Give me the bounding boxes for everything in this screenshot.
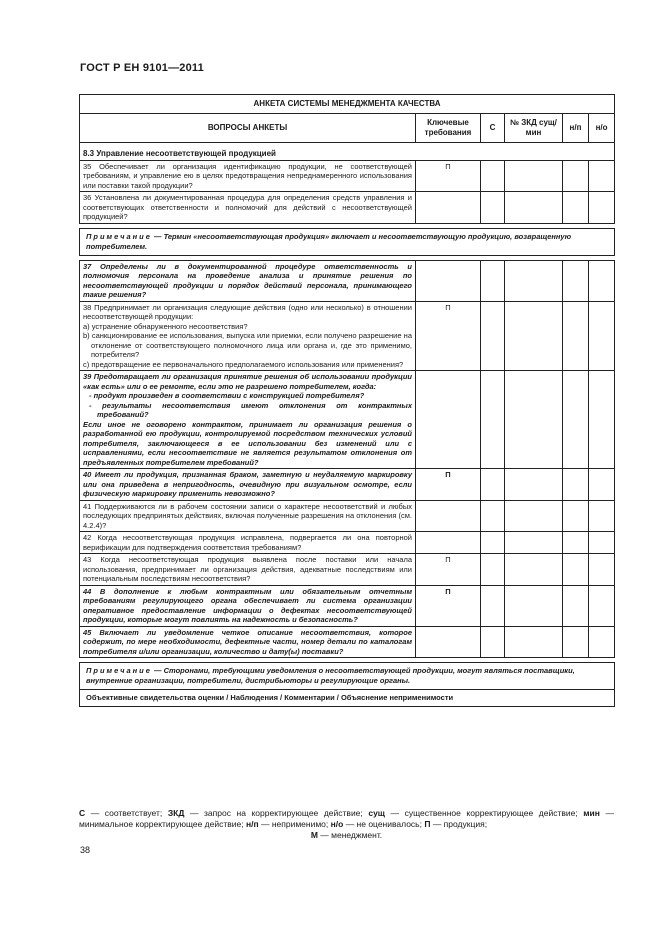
cell-zkd[interactable] <box>505 554 563 586</box>
cell-np[interactable] <box>563 585 589 626</box>
col-header-no: н/о <box>589 114 615 143</box>
question-38 <box>80 301 416 371</box>
cell-c[interactable] <box>481 532 505 554</box>
cell-zkd[interactable] <box>505 371 563 469</box>
cell-c[interactable] <box>481 469 505 501</box>
key-mark: П <box>416 160 481 192</box>
question-36: 36 Установлена ли документированная процедура для определения средств управления и соответствующих ответственности и полномочий для действий с несоответствующей продукцией? <box>80 192 416 224</box>
col-header-key-requirements: Ключевые требования <box>416 114 481 143</box>
cell-no[interactable] <box>589 160 615 192</box>
question-39-bullet-2: - результаты несоответствия имеют отклонения от контрактных требований? <box>89 400 412 419</box>
cell-c[interactable] <box>481 626 505 658</box>
key-mark: П <box>416 554 481 586</box>
legend-abbr: ЗКД <box>167 808 185 818</box>
key-mark: П <box>416 301 481 371</box>
cell-zkd[interactable] <box>505 469 563 501</box>
cell-np[interactable] <box>563 371 589 469</box>
evidence-footer: Объективные свидетельства оценки / Наблюдения / Комментарии / Объяснение неприменимости <box>80 690 615 707</box>
legend-abbr: н/п <box>245 819 259 829</box>
table-row <box>80 626 615 658</box>
question-38-option-a: а) устранение обнаруженного несоответствия? <box>83 321 248 331</box>
cell-no[interactable] <box>589 260 615 301</box>
question-43: 43 Когда несоответствующая продукция выявлена после поставки или начала использования, предпринимает ли организация действия, адекватные последствиям или потенциальным последствиям несоответствия? <box>80 554 416 586</box>
legend-abbr: С <box>79 808 86 818</box>
cell-zkd[interactable] <box>505 192 563 224</box>
cell-c[interactable] <box>481 301 505 371</box>
key-mark <box>416 192 481 224</box>
legend-abbr: сущ <box>368 808 385 818</box>
legend-text: — минимальное корректирующее действие; <box>79 808 614 829</box>
cell-np[interactable] <box>563 554 589 586</box>
cell-no[interactable] <box>589 532 615 554</box>
cell-no[interactable] <box>589 626 615 658</box>
table-row <box>80 160 615 192</box>
cell-zkd[interactable] <box>505 500 563 532</box>
cell-c[interactable] <box>481 371 505 469</box>
cell-no[interactable] <box>589 500 615 532</box>
table-row <box>80 371 615 469</box>
cell-no[interactable] <box>589 469 615 501</box>
key-mark <box>416 260 481 301</box>
question-39-intro: 39 Предотвращает ли организация принятие решения об использовании продукции «как есть» или о ее ремонте, если это не разрешено потребителем, когда: <box>83 372 412 391</box>
note-label: Примечание <box>86 231 152 241</box>
question-44: 44 В дополнение к любым контрактным или обязательным отчетным требованиям регулирующего органа обеспечивает ли система организации оперативное предоставление информации о дефектах несоответствующей продукции, которые могут повлиять на надежность и безопасность? <box>80 585 416 626</box>
legend-abbr: М <box>310 830 318 840</box>
cell-zkd[interactable] <box>505 301 563 371</box>
col-header-c: С <box>481 114 505 143</box>
cell-c[interactable] <box>481 192 505 224</box>
cell-np[interactable] <box>563 260 589 301</box>
legend-last-line <box>79 830 614 841</box>
question-35: 35 Обеспечивает ли организация идентификацию продукции, не соответствующей требованиям, и управление ею в целях предотвращения непреднамеренного использования или поставки такой продукции? <box>80 160 416 192</box>
cell-np[interactable] <box>563 532 589 554</box>
cell-no[interactable] <box>589 585 615 626</box>
cell-np[interactable] <box>563 500 589 532</box>
key-mark: П <box>416 469 481 501</box>
key-mark <box>416 371 481 469</box>
table-row <box>80 500 615 532</box>
section-heading: 8.3 Управление несоответствующей продукцией <box>80 143 615 161</box>
cell-c[interactable] <box>481 160 505 192</box>
cell-c[interactable] <box>481 585 505 626</box>
question-41: 41 Поддерживаются ли в рабочем состоянии записи о характере несоответствий и любых последующих предпринятых действиях, включая полученные разрешения на отклонения (см. 4.2.4)? <box>80 500 416 532</box>
cell-c[interactable] <box>481 554 505 586</box>
cell-np[interactable] <box>563 301 589 371</box>
legend-text: — не оценивалось; <box>343 819 425 829</box>
key-mark <box>416 626 481 658</box>
note-text: — Термин «несоответствующая продукция» включает и несоответствующую продукцию, возвращенную потребителем. <box>86 231 572 251</box>
cell-no[interactable] <box>589 554 615 586</box>
legend-text: — неприменимо; <box>258 819 331 829</box>
table-title: АНКЕТА СИСТЕМЫ МЕНЕДЖМЕНТА КАЧЕСТВА <box>80 95 615 114</box>
key-mark <box>416 500 481 532</box>
page-number: 38 <box>80 845 91 855</box>
note-1 <box>80 228 615 255</box>
legend-text: — соответствует; <box>85 808 168 818</box>
table-row <box>80 554 615 586</box>
question-45: 45 Включает ли уведомление четкое описание несоответствия, которое содержит, по мере необходимости, дефектные части, номер детали по каталогам потребителя и/или организации, количество и дату(ы) поставки? <box>80 626 416 658</box>
cell-zkd[interactable] <box>505 626 563 658</box>
question-40: 40 Имеет ли продукция, признанная браком, заметную и неудаляемую маркировку или она приведена в непригодность, очевидную при визуальном осмотре, если физическую маркировку применить невозможно? <box>80 469 416 501</box>
key-mark: П <box>416 585 481 626</box>
question-38-intro: 38 Предпринимает ли организация следующие действия (одно или несколько) в отношении несоответствующей продукции: <box>83 302 412 321</box>
cell-np[interactable] <box>563 469 589 501</box>
note-text: — Сторонами, требующими уведомления о несоответствующей продукции, могут являться поставщики, внутренние организации, потребители, дистрибьюторы и регулирующие органы. <box>86 666 575 685</box>
question-37: 37 Определены ли в документированной процедуре ответственность и полномочия персонала на проведение анализа и принятие решения по несоответствующей продукции и порядок действий персонала, принимающего такие решения? <box>80 260 416 301</box>
col-header-questions: ВОПРОСЫ АНКЕТЫ <box>80 114 416 143</box>
legend-abbr: П <box>424 819 431 829</box>
abbreviation-legend <box>79 808 614 841</box>
document-code: ГОСТ Р ЕН 9101—2011 <box>80 62 204 74</box>
col-header-zkd: № ЗКД сущ/мин <box>505 114 563 143</box>
legend-text: — запрос на корректирующее действие; <box>184 808 369 818</box>
legend-text: — менеджмент. <box>317 830 383 840</box>
question-42: 42 Когда несоответствующая продукция исправлена, подвергается ли она повторной верификации для подтверждения соответствия требованиям? <box>80 532 416 554</box>
cell-no[interactable] <box>589 192 615 224</box>
table-row <box>80 260 615 301</box>
question-38-option-c: с) предотвращение ее первоначального предполагаемого использования или применения? <box>83 359 404 369</box>
legend-text: — продукция; <box>430 819 488 829</box>
note-2 <box>80 663 615 690</box>
note-label: Примечание <box>86 666 152 675</box>
questionnaire-table <box>79 94 615 707</box>
question-39-bullet-1: - продукт произведен в соответствии с конструкцией потребителя? <box>89 391 365 400</box>
question-38-option-b: b) санкционирование ее использования, выпуска или приемки, если получено разрешение на отклонение от соответствующего полномочного лица или органа и, где это применимо, потребителя? <box>83 331 412 359</box>
legend-abbr: мин <box>583 808 600 818</box>
cell-no[interactable] <box>589 371 615 469</box>
table-row <box>80 301 615 371</box>
cell-zkd[interactable] <box>505 532 563 554</box>
legend-text: — существенное корректирующее действие; <box>384 808 584 818</box>
question-39 <box>80 371 416 469</box>
table-row <box>80 532 615 554</box>
key-mark <box>416 532 481 554</box>
cell-zkd[interactable] <box>505 160 563 192</box>
table-row <box>80 585 615 626</box>
cell-c[interactable] <box>481 260 505 301</box>
table-row <box>80 192 615 224</box>
cell-zkd[interactable] <box>505 585 563 626</box>
table-row <box>80 469 615 501</box>
cell-np[interactable] <box>563 160 589 192</box>
col-header-np: н/п <box>563 114 589 143</box>
legend-abbr: н/о <box>330 819 344 829</box>
cell-zkd[interactable] <box>505 260 563 301</box>
cell-np[interactable] <box>563 192 589 224</box>
cell-no[interactable] <box>589 301 615 371</box>
cell-c[interactable] <box>481 500 505 532</box>
cell-np[interactable] <box>563 626 589 658</box>
question-39-tail: Если иное не оговорено контрактом, принимает ли организация решения о разработанной ею продукции, контролируемой посредством технических условий потребителя, заключающееся в ее использовании без изменений или с исправлениями, если несоответствие не является результатом отклонения от предъявленных потребителем требований? <box>83 419 412 467</box>
